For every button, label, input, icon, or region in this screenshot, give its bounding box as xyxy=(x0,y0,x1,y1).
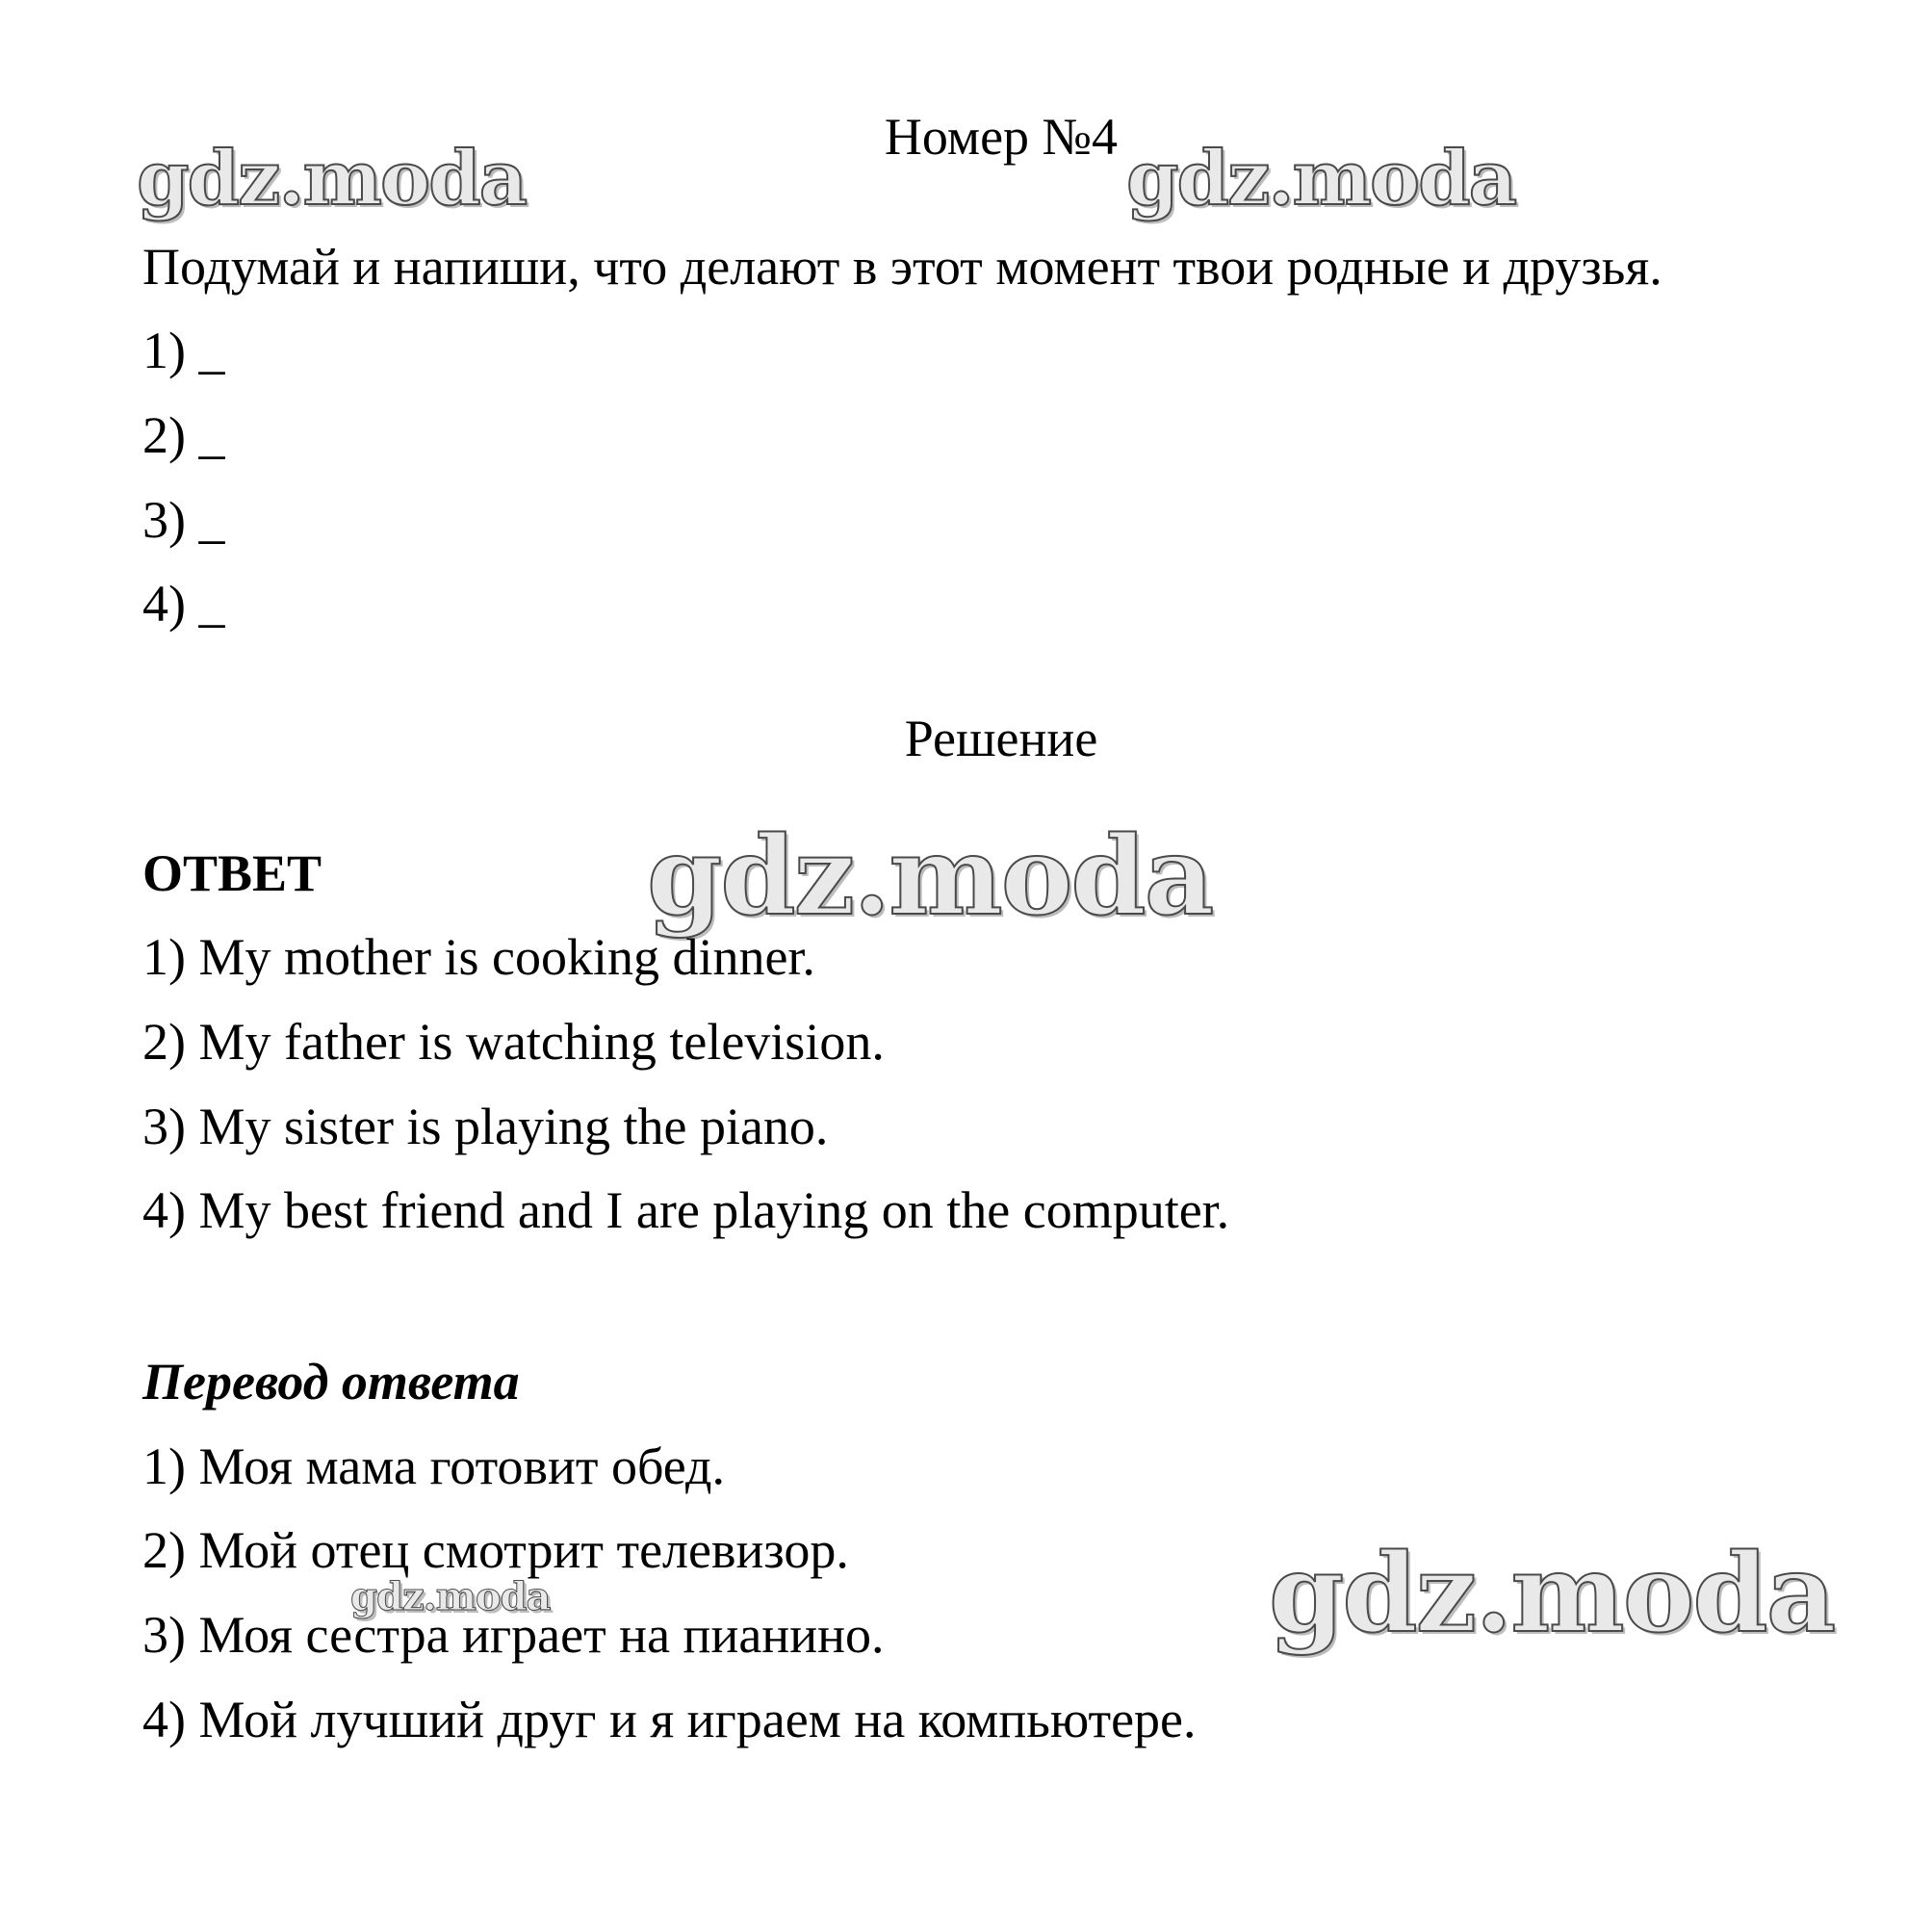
blank-item: 4) _ xyxy=(142,575,225,633)
translation-label: Перевод ответа xyxy=(142,1353,520,1410)
watermark-logo: gdz.moda xyxy=(137,135,527,222)
solution-title: Решение xyxy=(904,710,1098,767)
blank-item: 1) _ xyxy=(142,322,225,379)
answer-item: 4) My best friend and I are playing on the computer. xyxy=(142,1181,1230,1239)
watermark-logo: gdz.moda xyxy=(1126,135,1516,222)
answer-label: ОТВЕТ xyxy=(142,844,322,902)
answer-item: 1) My mother is cooking dinner. xyxy=(142,928,815,986)
answer-item: 3) My sister is playing the piano. xyxy=(142,1098,829,1155)
answer-item: 2) My father is watching television. xyxy=(142,1013,885,1071)
blank-item: 3) _ xyxy=(142,491,225,549)
task-text: Подумай и напиши, что делают в этот момент твои родные и друзья. xyxy=(142,238,1662,296)
translation-item: 4) Мой лучший друг и я играем на компьютере. xyxy=(142,1691,1197,1748)
page-title: Номер №4 xyxy=(884,108,1119,166)
watermark-logo: gdz.moda xyxy=(647,814,1213,940)
watermark-logo: gdz.moda xyxy=(350,1574,551,1619)
translation-item: 3) Моя сестра играет на пианино. xyxy=(142,1606,885,1664)
translation-item: 1) Моя мама готовит обед. xyxy=(142,1437,725,1495)
watermark-logo: gdz.moda xyxy=(1269,1531,1835,1657)
translation-item: 2) Мой отец смотрит телевизор. xyxy=(142,1521,849,1579)
blank-item: 2) _ xyxy=(142,406,225,464)
